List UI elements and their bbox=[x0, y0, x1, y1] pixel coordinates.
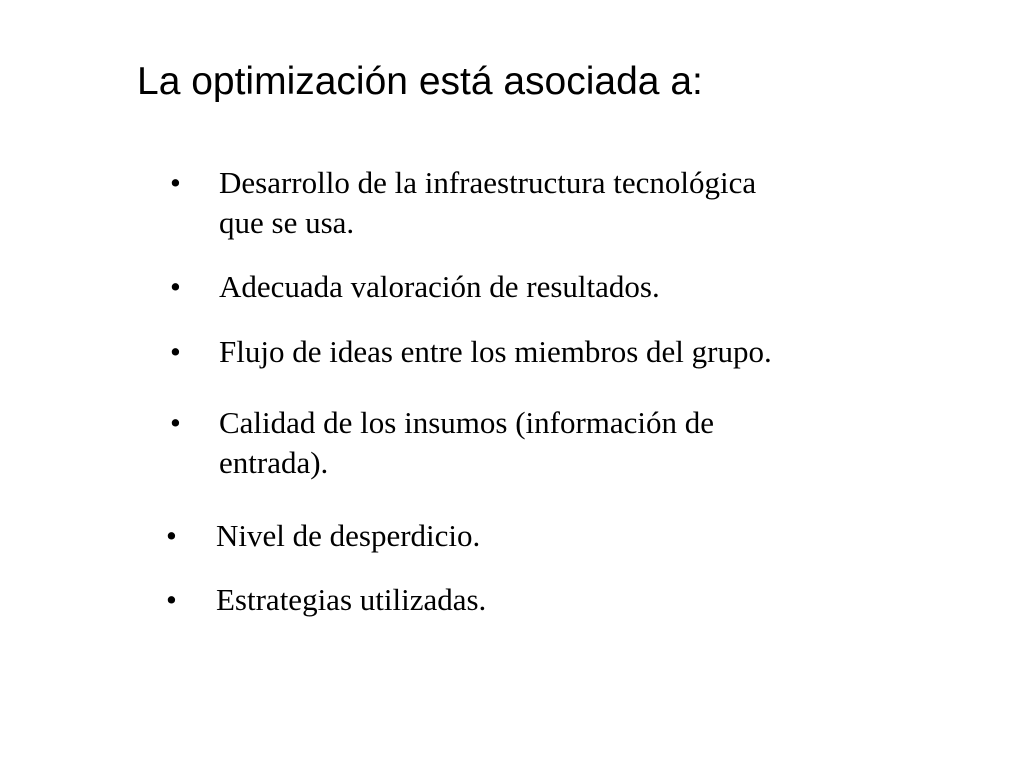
bullet-text-line: entrada). bbox=[219, 445, 329, 480]
bullet-icon: • bbox=[170, 405, 181, 440]
bullet-text bbox=[219, 332, 772, 372]
bullet-text bbox=[219, 163, 756, 243]
bullet-icon: • bbox=[170, 269, 181, 304]
bullet-text bbox=[216, 580, 486, 620]
bullet-text-line: Adecuada valoración de resultados. bbox=[219, 269, 660, 304]
bullet-text-line: Nivel de desperdicio. bbox=[216, 518, 481, 553]
bullet-text bbox=[216, 516, 480, 556]
bullet-text bbox=[219, 267, 660, 307]
bullet-text-line: que se usa. bbox=[219, 205, 355, 240]
bullet-text-line: Desarrollo de la infraestructura tecnológica bbox=[219, 165, 757, 200]
bullet-text-line: Estrategias utilizadas. bbox=[216, 582, 487, 617]
bullet-icon: • bbox=[166, 518, 177, 553]
bullet-icon: • bbox=[170, 334, 181, 369]
bullet-icon: • bbox=[170, 165, 181, 200]
bullet-icon: • bbox=[166, 582, 177, 617]
bullet-text-line: Calidad de los insumos (información de bbox=[219, 405, 715, 440]
bullet-text-line: Flujo de ideas entre los miembros del grupo. bbox=[219, 334, 772, 369]
slide-title: La optimización está asociada a: bbox=[137, 60, 703, 103]
bullet-text bbox=[219, 403, 714, 483]
